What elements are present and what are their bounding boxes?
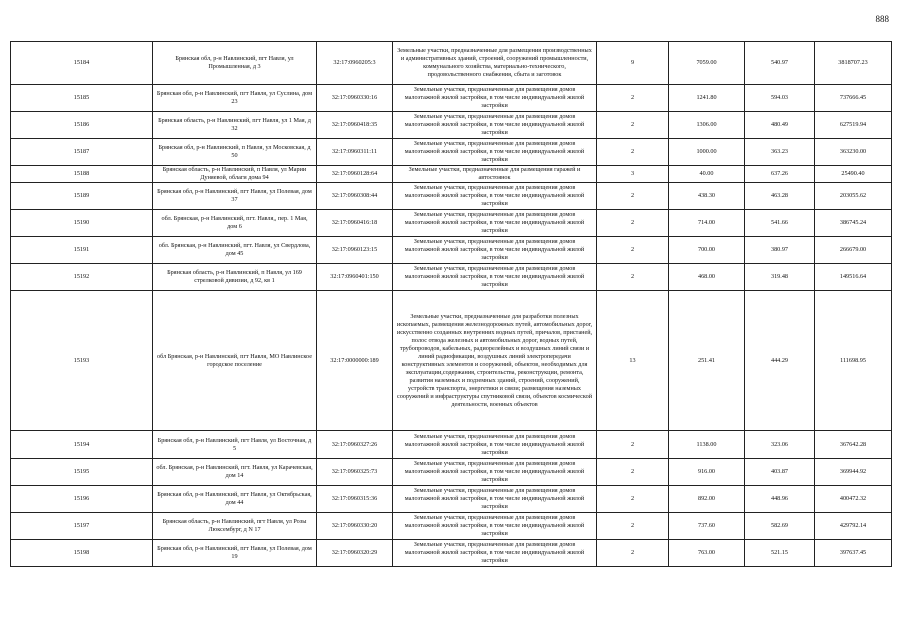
land-use-description: Земельные участки, предназначенные для размещения домов малоэтажной жилой застройки, в том числе индивидуальной жилой застройки (393, 183, 597, 210)
cadastral-value: 203055.62 (815, 183, 892, 210)
land-use-description: Земельные участки, предназначенные для размещения домов малоэтажной жилой застройки, в том числе индивидуальной жилой застройки (393, 237, 597, 264)
land-use-description: Земельные участки, предназначенные для размещения домов малоэтажной жилой застройки, в том числе индивидуальной жилой застройки (393, 486, 597, 513)
area-value: 40.00 (669, 166, 745, 183)
table-row (11, 459, 892, 486)
cadastral-registry-table (10, 41, 892, 567)
land-use-description: Земельные участки, предназначенные для размещения производственных и административных зданий, строений, сооружений промышленности, коммунального хозяйства, материально-технического, продовольственного снабжения, сбыта и заготовок (393, 42, 597, 85)
land-category: 2 (597, 112, 669, 139)
record-id: 15188 (11, 166, 153, 183)
cadastral-number: 32:17:0960325:73 (317, 459, 393, 486)
land-use-description: Земельные участки, предназначенные для размещения домов малоэтажной жилой застройки, в том числе индивидуальной жилой застройки (393, 513, 597, 540)
land-category: 3 (597, 166, 669, 183)
cadastral-value: 266679.00 (815, 237, 892, 264)
cadastral-number: 32:17:0960123:15 (317, 237, 393, 264)
cadastral-value: 386745.24 (815, 210, 892, 237)
cadastral-value: 363230.00 (815, 139, 892, 166)
table-row (11, 166, 892, 183)
record-id: 15195 (11, 459, 153, 486)
address-cell: Брянская обл, р-н Навлинский, пгт Навля, ул Октябрьская, дом 44 (153, 486, 317, 513)
area-value: 1306.00 (669, 112, 745, 139)
record-id: 15187 (11, 139, 153, 166)
specific-cadastral-value: 319.48 (745, 264, 815, 291)
land-category: 2 (597, 513, 669, 540)
table-row (11, 85, 892, 112)
land-use-description: Земельные участки, предназначенные для размещения домов малоэтажной жилой застройки, в том числе индивидуальной жилой застройки (393, 112, 597, 139)
address-cell: Брянская обл, р-н Навлинский, пгт Навля, ул Полевая, дом 19 (153, 540, 317, 567)
record-id: 15193 (11, 291, 153, 431)
registry-body (11, 42, 892, 567)
land-category: 2 (597, 183, 669, 210)
page-number: 888 (875, 14, 889, 24)
address-cell: обл Брянская, р-н Навлинский, пгт Навля, МО Навлинское городское поселение (153, 291, 317, 431)
area-value: 7059.00 (669, 42, 745, 85)
area-value: 1000.00 (669, 139, 745, 166)
land-category: 13 (597, 291, 669, 431)
land-category: 2 (597, 540, 669, 567)
cadastral-number: 32:17:0960315:36 (317, 486, 393, 513)
specific-cadastral-value: 403.87 (745, 459, 815, 486)
table-row (11, 431, 892, 459)
cadastral-number: 32:17:0960308:44 (317, 183, 393, 210)
table-row (11, 540, 892, 567)
cadastral-value: 627519.94 (815, 112, 892, 139)
address-cell: обл. Брянская, р-н Навлинский, пгт. Навля, ул Карачевская, дом 14 (153, 459, 317, 486)
cadastral-number: 32:17:0960418:35 (317, 112, 393, 139)
record-id: 15185 (11, 85, 153, 112)
record-id: 15184 (11, 42, 153, 85)
table-row (11, 42, 892, 85)
land-use-description: Земельные участки, предназначенные для размещения домов малоэтажной жилой застройки, в том числе индивидуальной жилой застройки (393, 139, 597, 166)
record-id: 15198 (11, 540, 153, 567)
address-cell: Брянская область, р-н Навлинский, пгт Навля, ул 1 Мая, д 32 (153, 112, 317, 139)
area-value: 892.00 (669, 486, 745, 513)
specific-cadastral-value: 463.28 (745, 183, 815, 210)
land-category: 2 (597, 85, 669, 112)
land-category: 9 (597, 42, 669, 85)
area-value: 1138.00 (669, 431, 745, 459)
cadastral-value: 369944.92 (815, 459, 892, 486)
specific-cadastral-value: 594.03 (745, 85, 815, 112)
record-id: 15186 (11, 112, 153, 139)
record-id: 15191 (11, 237, 153, 264)
cadastral-value: 25490.40 (815, 166, 892, 183)
table-row (11, 112, 892, 139)
specific-cadastral-value: 444.29 (745, 291, 815, 431)
cadastral-value: 3818707.23 (815, 42, 892, 85)
specific-cadastral-value: 541.66 (745, 210, 815, 237)
cadastral-number: 32:17:0960311:11 (317, 139, 393, 166)
address-cell: Брянская обл, р-н Навлинский, пгт Навля, ул Восточная, д 5 (153, 431, 317, 459)
cadastral-value: 400472.32 (815, 486, 892, 513)
specific-cadastral-value: 540.97 (745, 42, 815, 85)
cadastral-value: 149516.64 (815, 264, 892, 291)
land-category: 2 (597, 431, 669, 459)
land-category: 2 (597, 210, 669, 237)
record-id: 15197 (11, 513, 153, 540)
cadastral-number: 32:17:0960128:64 (317, 166, 393, 183)
address-cell: Брянская обл, р-н Навлинский, пгт Навля, ул Промышленная, д 3 (153, 42, 317, 85)
table-row (11, 210, 892, 237)
table-row (11, 291, 892, 431)
record-id: 15196 (11, 486, 153, 513)
cadastral-number: 32:17:0960327:26 (317, 431, 393, 459)
specific-cadastral-value: 323.06 (745, 431, 815, 459)
specific-cadastral-value: 363.23 (745, 139, 815, 166)
cadastral-number: 32:17:0960330:20 (317, 513, 393, 540)
land-category: 2 (597, 264, 669, 291)
area-value: 700.00 (669, 237, 745, 264)
cadastral-number: 32:17:0000000:189 (317, 291, 393, 431)
area-value: 737.60 (669, 513, 745, 540)
area-value: 763.00 (669, 540, 745, 567)
cadastral-number: 32:17:0960205:3 (317, 42, 393, 85)
address-cell: Брянская обл, р-н Навлинский, пгт Навля, ул Полевая, дом 37 (153, 183, 317, 210)
land-category: 2 (597, 139, 669, 166)
area-value: 1241.80 (669, 85, 745, 112)
cadastral-number: 32:17:0960330:16 (317, 85, 393, 112)
specific-cadastral-value: 380.97 (745, 237, 815, 264)
record-id: 15190 (11, 210, 153, 237)
table-row (11, 237, 892, 264)
area-value: 438.30 (669, 183, 745, 210)
cadastral-value: 737666.45 (815, 85, 892, 112)
cadastral-number: 32:17:0960320:29 (317, 540, 393, 567)
cadastral-value: 397637.45 (815, 540, 892, 567)
table-row (11, 486, 892, 513)
land-category: 2 (597, 459, 669, 486)
land-use-description: Земельные участки, предназначенные для размещения домов малоэтажной жилой застройки, в том числе индивидуальной жилой застройки (393, 459, 597, 486)
address-cell: обл. Брянская, р-н Навлинский, пгт. Навля,, пер. 1 Мая, дом 6 (153, 210, 317, 237)
land-category: 2 (597, 486, 669, 513)
record-id: 15194 (11, 431, 153, 459)
land-category: 2 (597, 237, 669, 264)
land-use-description: Земельные участки, предназначенные для размещения домов малоэтажной жилой застройки, в том числе индивидуальной жилой застройки (393, 264, 597, 291)
table-row (11, 264, 892, 291)
table-row (11, 139, 892, 166)
address-cell: Брянская обл, р-н Навлинский, пгт Навля, ул Суслина, дом 23 (153, 85, 317, 112)
area-value: 714.00 (669, 210, 745, 237)
specific-cadastral-value: 521.15 (745, 540, 815, 567)
land-use-description: Земельные участки, предназначенные для размещения домов малоэтажной жилой застройки, в том числе индивидуальной жилой застройки (393, 431, 597, 459)
specific-cadastral-value: 637.26 (745, 166, 815, 183)
table-row (11, 513, 892, 540)
cadastral-value: 367642.28 (815, 431, 892, 459)
cadastral-number: 32:17:0960416:18 (317, 210, 393, 237)
area-value: 468.00 (669, 264, 745, 291)
address-cell: обл. Брянская, р-н Навлинский, пгт. Навля, ул Свердлова, дом 45 (153, 237, 317, 264)
address-cell: Брянская обл, р-н Навлинский, п Навля, ул Московская, д 50 (153, 139, 317, 166)
area-value: 916.00 (669, 459, 745, 486)
specific-cadastral-value: 582.69 (745, 513, 815, 540)
land-use-description: Земельные участки, предназначенные для размещения домов малоэтажной жилой застройки, в том числе индивидуальной жилой застройки (393, 210, 597, 237)
table-row (11, 183, 892, 210)
specific-cadastral-value: 480.49 (745, 112, 815, 139)
cadastral-number: 32:17:0960401:150 (317, 264, 393, 291)
area-value: 251.41 (669, 291, 745, 431)
land-use-description: Земельные участки, предназначенные для размещения домов малоэтажной жилой застройки, в том числе индивидуальной жилой застройки (393, 540, 597, 567)
land-use-description: Земельные участки, предназначенные для разработки полезных ископаемых, размещения железнодорожных путей, автомобильных дорог, искусственно созданных внутренних водных путей, причалов, пристаней, полос отвода железных и автомобильных дорог, водных путей, трубопроводов, кабельных, радиорелейных и воздушных линий связи и линий радиофикации, воздушных линий электропередачи конструктивных элементов и сооружений, объектов, необходимых для эксплуатации,содержания, строительства, реконструкции, ремонта, развития наземных и подземных зданий, строений, сооружений, устройств транспорта, энергетики и связи; размещения наземных сооружений и инфраструктуры спутниковой связи, объектов космической деятельности, военных объектов (393, 291, 597, 431)
record-id: 15192 (11, 264, 153, 291)
land-use-description: Земельные участки, предназначенные для размещения домов малоэтажной жилой застройки, в том числе индивидуальной жилой застройки (393, 85, 597, 112)
address-cell: Брянская область, р-н Навлинский, п Навля, ул 169 стрелковой дивизии, д 92, кв 1 (153, 264, 317, 291)
specific-cadastral-value: 448.96 (745, 486, 815, 513)
cadastral-value: 429792.14 (815, 513, 892, 540)
land-use-description: Земельные участки, предназначенные для размещения гаражей и автостоянок (393, 166, 597, 183)
address-cell: Брянская область, р-н Навлинский, пгт Навля, ул Розы Люксембург, д N 17 (153, 513, 317, 540)
record-id: 15189 (11, 183, 153, 210)
address-cell: Брянская область, р-н Навлинский, п Навля, ул Марии Дуняевой, облаги дома 94 (153, 166, 317, 183)
cadastral-value: 111698.95 (815, 291, 892, 431)
